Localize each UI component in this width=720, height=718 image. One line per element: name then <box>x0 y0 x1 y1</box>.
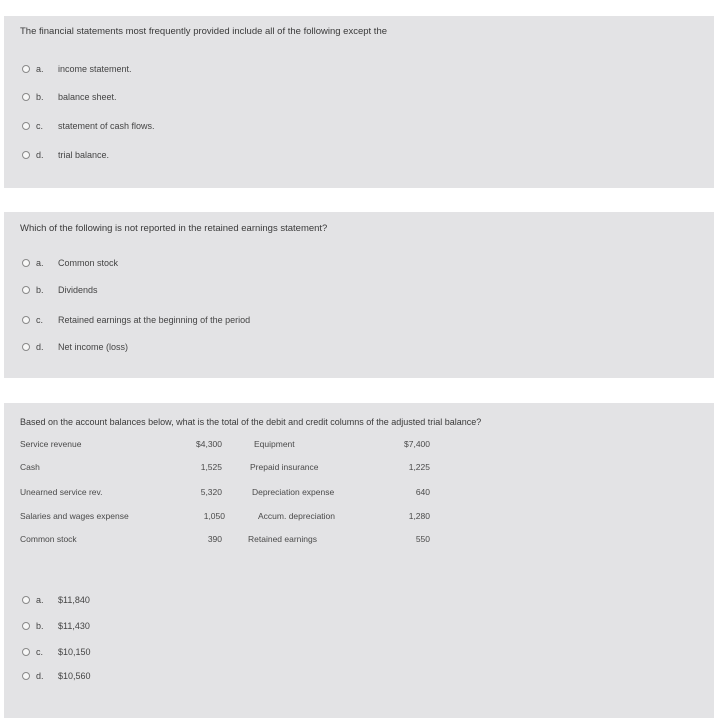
option-letter: c. <box>36 647 44 657</box>
question-1-panel <box>4 16 714 188</box>
q2-option-b[interactable] <box>22 285 98 295</box>
question-2-panel <box>4 212 714 378</box>
option-text: $11,840 <box>58 595 90 605</box>
option-letter: d. <box>36 671 44 681</box>
q3-option-c[interactable] <box>22 647 91 657</box>
q2-option-a[interactable] <box>22 258 118 268</box>
q3-option-b[interactable] <box>22 621 90 631</box>
q3-option-a[interactable] <box>22 595 90 605</box>
account-amount: 550 <box>415 534 430 544</box>
option-text: balance sheet. <box>58 92 117 102</box>
radio-button[interactable] <box>22 622 30 630</box>
option-letter: a. <box>36 64 44 74</box>
account-amount: 1,050 <box>203 511 225 521</box>
option-letter: a. <box>36 258 44 268</box>
radio-button[interactable] <box>22 596 30 604</box>
radio-button[interactable] <box>22 259 30 267</box>
option-letter: c. <box>36 121 44 131</box>
option-text: Net income (loss) <box>58 342 129 352</box>
option-text: income statement. <box>58 64 132 74</box>
option-letter: d. <box>36 342 44 352</box>
q3-option-d[interactable] <box>22 671 91 681</box>
account-amount: $4,300 <box>196 439 222 449</box>
radio-button[interactable] <box>22 65 30 73</box>
account-balances-table <box>20 439 440 549</box>
question-2-text: Which of the following is not reported in the retained earnings statement? <box>20 223 328 234</box>
option-text: $10,560 <box>58 671 91 681</box>
q2-option-c[interactable] <box>22 315 250 325</box>
radio-button[interactable] <box>22 122 30 130</box>
option-text: trial balance. <box>58 150 110 160</box>
option-text: Retained earnings at the beginning of the period <box>58 315 251 325</box>
q1-option-a[interactable] <box>22 64 132 74</box>
account-amount: $7,400 <box>404 439 430 449</box>
account-name: Service revenue <box>20 439 82 449</box>
option-text: $10,150 <box>58 647 91 657</box>
radio-button[interactable] <box>22 93 30 101</box>
account-amount: 1,225 <box>408 462 430 472</box>
q1-option-b[interactable] <box>22 92 117 102</box>
account-name: Accum. depreciation <box>258 511 336 521</box>
account-name: Unearned service rev. <box>20 487 103 497</box>
radio-button[interactable] <box>22 151 30 159</box>
option-letter: c. <box>36 315 44 325</box>
q1-option-d[interactable] <box>22 150 109 160</box>
option-text: Dividends <box>58 285 98 295</box>
option-text: statement of cash flows. <box>58 121 155 131</box>
radio-button[interactable] <box>22 316 30 324</box>
account-name: Cash <box>20 462 40 472</box>
q2-option-d[interactable] <box>22 342 128 352</box>
option-letter: b. <box>36 621 44 631</box>
option-text: Common stock <box>58 258 119 268</box>
option-letter: b. <box>36 92 44 102</box>
question-1-text: The financial statements most frequently provided include all of the following except the <box>20 26 388 37</box>
question-3-text: Based on the account balances below, what is the total of the debit and credit columns of the adjusted trial balance? <box>20 417 482 427</box>
radio-button[interactable] <box>22 648 30 656</box>
account-name: Depreciation expense <box>252 487 335 497</box>
radio-button[interactable] <box>22 286 30 294</box>
q1-option-c[interactable] <box>22 121 155 131</box>
account-amount: 1,280 <box>408 511 430 521</box>
option-letter: a. <box>36 595 44 605</box>
option-letter: d. <box>36 150 44 160</box>
account-amount: 640 <box>415 487 430 497</box>
option-letter: b. <box>36 285 44 295</box>
radio-button[interactable] <box>22 672 30 680</box>
account-name: Common stock <box>20 534 77 544</box>
account-name: Prepaid insurance <box>250 462 319 472</box>
account-name: Salaries and wages expense <box>20 511 129 521</box>
account-amount: 1,525 <box>200 462 222 472</box>
account-amount: 390 <box>207 534 222 544</box>
option-text: $11,430 <box>58 621 90 631</box>
radio-button[interactable] <box>22 343 30 351</box>
question-3-panel <box>4 403 714 718</box>
account-name: Retained earnings <box>248 534 317 544</box>
account-name: Equipment <box>254 439 295 449</box>
account-amount: 5,320 <box>200 487 222 497</box>
